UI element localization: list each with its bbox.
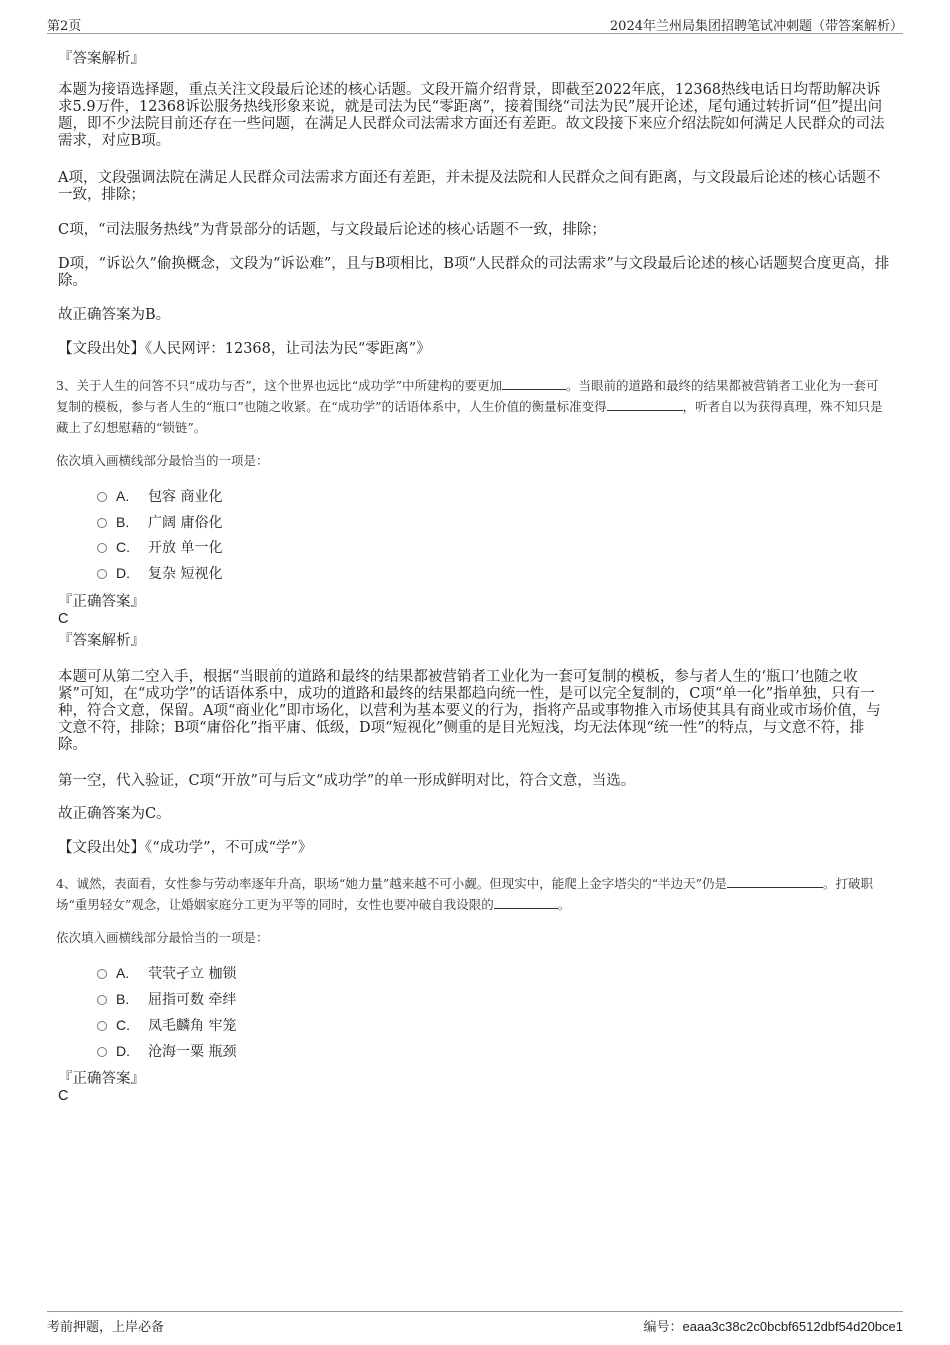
analysis-label: 『答案解析』 [58, 633, 145, 649]
fill-blank [607, 399, 683, 411]
option-a[interactable]: A. 茕茕孑立 枷锁 [97, 964, 236, 983]
question-stem: 3、关于人生的问答不只“成功与否”，这个世界也远比“成功学”中所建构的要更加 。当眼前的道路和最终的结果都被营销者工业化为一套可复制的模板，参与者人生的“瓶口”也随之收紧。在“成功学”的话语体系中，人生价值的衡量标准变得 ，听者自以为获得真理，殊不知只是藏上了幻想慰藉的“锁链”。 [56, 378, 883, 435]
radio-icon[interactable] [97, 1021, 107, 1031]
option-a[interactable]: A. 包容 商业化 [97, 487, 222, 506]
analysis-paragraph: D项，“诉讼久”偷换概念，文段为“诉讼难”，且与B项相比，B项“人民群众的司法需求”与文段最后论述的核心话题契合度更高，排除。 [58, 256, 890, 289]
fill-blank [494, 897, 558, 909]
fill-blank [502, 378, 566, 390]
analysis-paragraph: 本题为接语选择题，重点关注文段最后论述的核心话题。文段开篇介绍背景，即截至2022年底，12368热线电话日均帮助解决诉求5.9万件，12368诉讼服务热线形象来说，就是司法为民“零距离”，接着围绕“司法为民”展开论述，尾句通过转折词“但”提出问题，即不少法院目前还存在一些问题，在满足人民群众司法需求方面还有差距。故文段接下来应介绍法院如何满足人民群众的司法需求，对应B项。 [58, 82, 885, 149]
question-prompt: 依次填入画横线部分最恰当的一项是： [56, 453, 269, 468]
radio-icon[interactable] [97, 492, 107, 502]
answer-conclusion: 故正确答案为C。 [58, 806, 171, 822]
page-number: 第2页 [47, 19, 82, 34]
radio-icon[interactable] [97, 1047, 107, 1057]
analysis-paragraph: 本题可从第二空入手，根据“当眼前的道路和最终的结果都被营销者工业化为一套可复制的模板，参与者人生的‘瓶口’也随之收紧”可知，在“成功学”的话语体系中，成功的道路和最终的结果都趋向统一性，是可以完全复制的，C项“单一化”指单独，只有一种，符合文意，保留。A项“商业化”即市场化，以营利为基本要义的行为，指将产品或事物推入市场使其具有商业或市场价值，与文意不符，排除；B项“庸俗化”指平庸、低级，D项“短视化”侧重的是目光短浅，均无法体现“统一性”的特点，与文意不符，排除。 [58, 669, 881, 753]
answer-conclusion: 故正确答案为B。 [58, 307, 171, 323]
radio-icon[interactable] [97, 569, 107, 579]
answer-label: 『正确答案』 [58, 1071, 145, 1087]
option-c[interactable]: C. 凤毛麟角 牢笼 [97, 1016, 236, 1035]
document-code: 编号：eaaa3c38c2c0bcbf6512dbf54d20bce1 [643, 1319, 903, 1334]
option-d[interactable]: D. 沧海一粟 瓶颈 [97, 1042, 236, 1061]
radio-icon[interactable] [97, 518, 107, 528]
correct-answer: C [58, 611, 69, 627]
text-source: 【文段出处】《“成功学”，不可成“学”》 [58, 840, 313, 856]
page-header [47, 13, 903, 34]
option-c[interactable]: C. 开放 单一化 [97, 538, 222, 557]
question-prompt: 依次填入画横线部分最恰当的一项是： [56, 930, 269, 945]
radio-icon[interactable] [97, 969, 107, 979]
correct-answer: C [58, 1088, 69, 1104]
footer-slogan: 考前押题，上岸必备 [47, 1320, 165, 1335]
option-b[interactable]: B. 广阔 庸俗化 [97, 513, 222, 532]
analysis-paragraph: A项，文段强调法院在满足人民群众司法需求方面还有差距，并未提及法院和人民群众之间有距离，与文段最后论述的核心话题不一致，排除； [58, 170, 881, 203]
page-footer [47, 1311, 903, 1334]
text-source: 【文段出处】《人民网评：12368，让司法为民“零距离”》 [58, 341, 431, 357]
option-d[interactable]: D. 复杂 短视化 [97, 564, 222, 583]
analysis-paragraph: 第一空，代入验证，C项“开放”可与后文“成功学”的单一形成鲜明对比，符合文意，当选。 [58, 773, 636, 789]
radio-icon[interactable] [97, 543, 107, 553]
analysis-paragraph: C项，“司法服务热线”为背景部分的话题，与文段最后论述的核心话题不一致，排除； [58, 222, 606, 238]
radio-icon[interactable] [97, 995, 107, 1005]
option-b[interactable]: B. 屈指可数 牵绊 [97, 990, 236, 1009]
document-title: 2024年兰州局集团招聘笔试冲刺题（带答案解析） [609, 19, 903, 34]
answer-label: 『正确答案』 [58, 594, 145, 610]
fill-blank [727, 876, 823, 888]
question-stem: 4、诚然，表面看，女性参与劳动率逐年升高，职场“她力量”越来越不可小觑。但现实中，能爬上金字塔尖的“半边天”仍是 。打破职场“重男轻女”观念，让婚姻家庭分工更为平等的同时，女性也要冲破自我设限的 。 [56, 876, 874, 912]
analysis-label: 『答案解析』 [58, 51, 145, 67]
